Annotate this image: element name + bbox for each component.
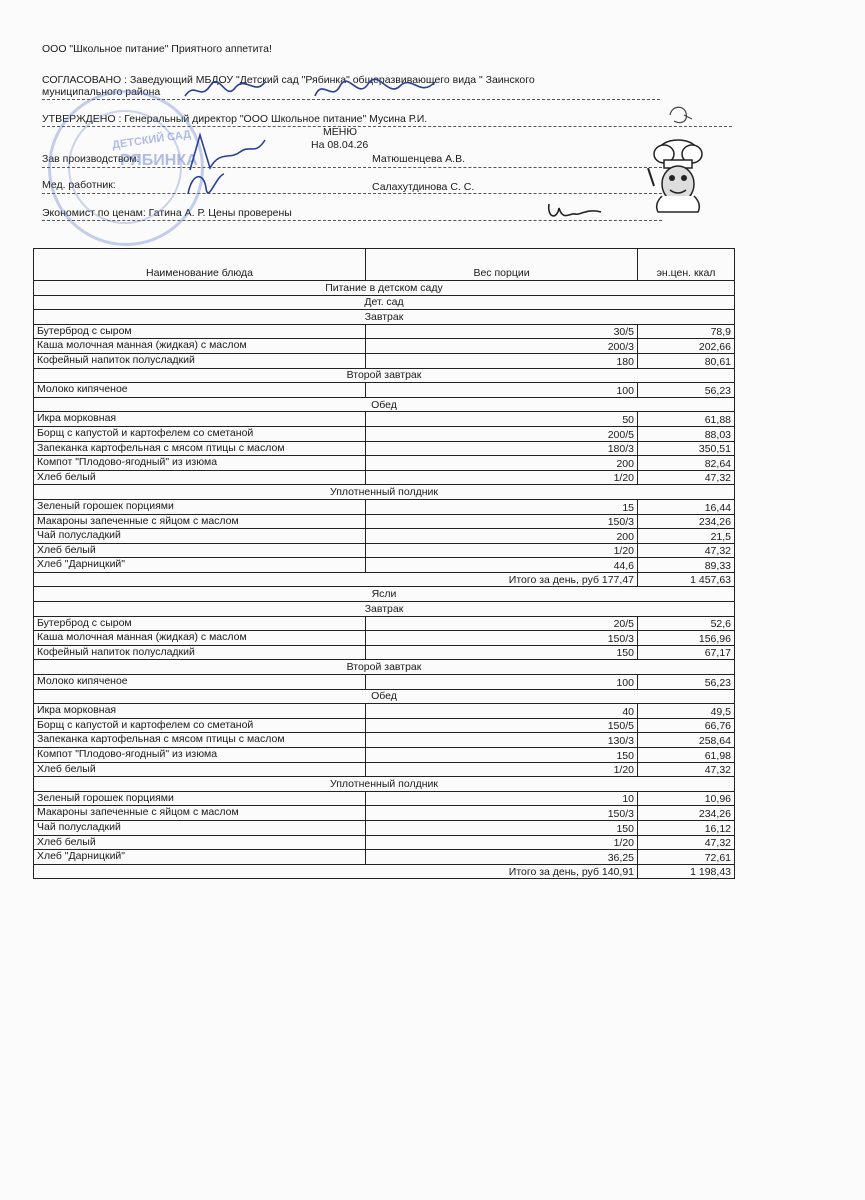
dish-kcal: 202,66 <box>638 339 735 354</box>
signature-medic <box>180 168 230 198</box>
signature-head-name <box>310 74 440 106</box>
total-label: Итого за день, руб 177,47 <box>366 572 638 587</box>
total-row <box>34 864 735 879</box>
dish-kcal: 21,5 <box>638 529 735 544</box>
dish-weight: 15 <box>366 499 638 514</box>
table-row <box>34 835 735 850</box>
dish-weight: 200/5 <box>366 426 638 441</box>
dish-kcal: 234,26 <box>638 806 735 821</box>
menu-title: МЕНЮ <box>323 126 357 138</box>
dish-name: Чай полусладкий <box>34 820 366 835</box>
section-title: Обед <box>34 397 735 412</box>
section-title: Завтрак <box>34 602 735 617</box>
dish-name: Хлеб "Дарницкий" <box>34 850 366 865</box>
dish-weight: 20/5 <box>366 616 638 631</box>
table-row <box>34 353 735 368</box>
total-kcal: 1 198,43 <box>638 864 735 879</box>
table-header-row <box>34 249 735 281</box>
menu-table <box>33 248 735 879</box>
dish-kcal: 16,12 <box>638 820 735 835</box>
table-row <box>34 456 735 471</box>
table-row <box>34 733 735 748</box>
dish-kcal: 56,23 <box>638 675 735 690</box>
dish-kcal: 47,32 <box>638 543 735 558</box>
total-kcal: 1 457,63 <box>638 572 735 587</box>
dish-weight: 50 <box>366 412 638 427</box>
dish-kcal: 258,64 <box>638 733 735 748</box>
dish-name: Компот "Плодово-ягодный" из изюма <box>34 456 366 471</box>
dish-kcal: 47,32 <box>638 470 735 485</box>
dish-weight: 150/3 <box>366 514 638 529</box>
stamp-line-1: ДЕТСКИЙ САД <box>111 128 192 152</box>
dish-name: Запеканка картофельная с мясом птицы с маслом <box>34 441 366 456</box>
agreed-line-1: СОГЛАСОВАНО : Заведующий МБДОУ "Детский сад "Рябинка" общеразвивающего вида " Заинского <box>42 74 535 86</box>
table-row <box>34 704 735 719</box>
dish-name: Хлеб белый <box>34 762 366 777</box>
section-row <box>34 485 735 500</box>
section-row <box>34 368 735 383</box>
production-label: Зав производством: <box>42 153 140 165</box>
dish-kcal: 350,51 <box>638 441 735 456</box>
dish-kcal: 89,33 <box>638 558 735 573</box>
dish-name: Молоко кипяченое <box>34 675 366 690</box>
table-row <box>34 514 735 529</box>
dish-name: Борщ с капустой и картофелем со сметаной <box>34 718 366 733</box>
table-row <box>34 529 735 544</box>
table-row <box>34 791 735 806</box>
economist-line: Экономист по ценам: Гатина А. Р. Цены проверены <box>42 207 292 219</box>
dish-name: Каша молочная манная (жидкая) с маслом <box>34 339 366 354</box>
table-row <box>34 718 735 733</box>
dish-kcal: 16,44 <box>638 499 735 514</box>
dish-weight: 150 <box>366 748 638 763</box>
table-row <box>34 820 735 835</box>
section-title: Ясли <box>34 587 735 602</box>
dish-name: Каша молочная манная (жидкая) с маслом <box>34 631 366 646</box>
dish-weight: 150 <box>366 645 638 660</box>
section-row <box>34 660 735 675</box>
dish-kcal: 156,96 <box>638 631 735 646</box>
dish-name: Зеленый горошек порциями <box>34 791 366 806</box>
table-row <box>34 426 735 441</box>
dish-kcal: 52,6 <box>638 616 735 631</box>
dish-weight: 1/20 <box>366 835 638 850</box>
section-row <box>34 587 735 602</box>
table-row <box>34 441 735 456</box>
signature-economist <box>545 198 605 224</box>
dish-name: Чай полусладкий <box>34 529 366 544</box>
dish-weight: 200 <box>366 529 638 544</box>
production-name: Матюшенцева А.В. <box>372 153 466 165</box>
table-row <box>34 412 735 427</box>
dish-name: Молоко кипяченое <box>34 383 366 398</box>
medic-label: Мед. работник: <box>42 179 116 191</box>
dish-kcal: 80,61 <box>638 353 735 368</box>
signature-director <box>664 103 696 127</box>
section-title: Завтрак <box>34 310 735 325</box>
dish-name: Компот "Плодово-ягодный" из изюма <box>34 748 366 763</box>
dish-weight: 40 <box>366 704 638 719</box>
dish-weight: 100 <box>366 675 638 690</box>
dish-kcal: 10,96 <box>638 791 735 806</box>
section-row <box>34 397 735 412</box>
dish-weight: 30/5 <box>366 324 638 339</box>
section-row <box>34 777 735 792</box>
dish-weight: 150/3 <box>366 806 638 821</box>
dish-weight: 200/3 <box>366 339 638 354</box>
table-row <box>34 645 735 660</box>
stamp-line-2: РЯБИНКА <box>120 152 198 169</box>
dish-name: Икра морковная <box>34 412 366 427</box>
dish-weight: 36,25 <box>366 850 638 865</box>
medic-name: Салахутдинова С. С. <box>372 181 475 193</box>
dish-kcal: 234,26 <box>638 514 735 529</box>
dish-kcal: 47,32 <box>638 762 735 777</box>
dish-kcal: 49,5 <box>638 704 735 719</box>
dish-name: Макароны запеченные с яйцом с маслом <box>34 514 366 529</box>
section-title: Уплотненный полдник <box>34 485 735 500</box>
section-title: Обед <box>34 689 735 704</box>
dish-name: Кофейный напиток полусладкий <box>34 645 366 660</box>
dish-name: Икра морковная <box>34 704 366 719</box>
table-row <box>34 616 735 631</box>
table-row <box>34 339 735 354</box>
dish-kcal: 61,88 <box>638 412 735 427</box>
column-header-dish: Наименование блюда <box>34 249 366 281</box>
menu-date: На 08.04.26 <box>311 139 369 151</box>
section-row <box>34 295 735 310</box>
section-row <box>34 281 735 296</box>
table-row <box>34 806 735 821</box>
dish-weight: 200 <box>366 456 638 471</box>
section-title: Дет. сад <box>34 295 735 310</box>
approved-line: УТВЕРЖДЕНО : Генеральный директор "ООО Школьное питание" Мусина Р.И. <box>42 113 428 125</box>
table-row <box>34 631 735 646</box>
total-label: Итого за день, руб 140,91 <box>366 864 638 879</box>
dish-name: Бутерброд с сыром <box>34 616 366 631</box>
dish-name: Хлеб белый <box>34 543 366 558</box>
table-row <box>34 558 735 573</box>
signature-head <box>180 76 270 106</box>
dish-weight: 1/20 <box>366 470 638 485</box>
table-row <box>34 748 735 763</box>
column-header-weight: Вес порции <box>366 249 638 281</box>
dish-weight: 180/3 <box>366 441 638 456</box>
dish-kcal: 66,76 <box>638 718 735 733</box>
dish-kcal: 61,98 <box>638 748 735 763</box>
agreed-line-2: муниципального района <box>42 86 161 98</box>
section-title: Второй завтрак <box>34 368 735 383</box>
section-title: Второй завтрак <box>34 660 735 675</box>
column-header-kcal: эн.цен. ккал <box>638 249 735 281</box>
dish-kcal: 67,17 <box>638 645 735 660</box>
dish-weight: 44,6 <box>366 558 638 573</box>
table-row <box>34 324 735 339</box>
company-title: ООО "Школьное питание" Приятного аппетита! <box>42 43 272 55</box>
dish-weight: 180 <box>366 353 638 368</box>
dish-kcal: 56,23 <box>638 383 735 398</box>
total-row <box>34 572 735 587</box>
total-spacer <box>34 572 366 587</box>
dish-name: Зеленый горошек порциями <box>34 499 366 514</box>
dish-kcal: 88,03 <box>638 426 735 441</box>
dish-weight: 150/3 <box>366 631 638 646</box>
table-row <box>34 762 735 777</box>
dish-name: Макароны запеченные с яйцом с маслом <box>34 806 366 821</box>
dish-kcal: 72,61 <box>638 850 735 865</box>
table-row <box>34 470 735 485</box>
section-title: Питание в детском саду <box>34 281 735 296</box>
dish-kcal: 82,64 <box>638 456 735 471</box>
dish-name: Кофейный напиток полусладкий <box>34 353 366 368</box>
dish-weight: 100 <box>366 383 638 398</box>
dish-weight: 1/20 <box>366 543 638 558</box>
dish-kcal: 78,9 <box>638 324 735 339</box>
dish-name: Хлеб белый <box>34 470 366 485</box>
section-row <box>34 602 735 617</box>
section-row <box>34 689 735 704</box>
table-row <box>34 499 735 514</box>
dish-name: Борщ с капустой и картофелем со сметаной <box>34 426 366 441</box>
dish-weight: 150/5 <box>366 718 638 733</box>
chef-mascot-icon <box>640 138 712 216</box>
section-title: Уплотненный полдник <box>34 777 735 792</box>
table-row <box>34 850 735 865</box>
dish-name: Бутерброд с сыром <box>34 324 366 339</box>
section-row <box>34 310 735 325</box>
table-row <box>34 675 735 690</box>
total-spacer <box>34 864 366 879</box>
dish-name: Запеканка картофельная с мясом птицы с маслом <box>34 733 366 748</box>
dish-kcal: 47,32 <box>638 835 735 850</box>
dish-weight: 130/3 <box>366 733 638 748</box>
dish-weight: 1/20 <box>366 762 638 777</box>
dish-name: Хлеб "Дарницкий" <box>34 558 366 573</box>
dish-name: Хлеб белый <box>34 835 366 850</box>
dish-weight: 150 <box>366 820 638 835</box>
dish-weight: 10 <box>366 791 638 806</box>
table-row <box>34 383 735 398</box>
table-row <box>34 543 735 558</box>
